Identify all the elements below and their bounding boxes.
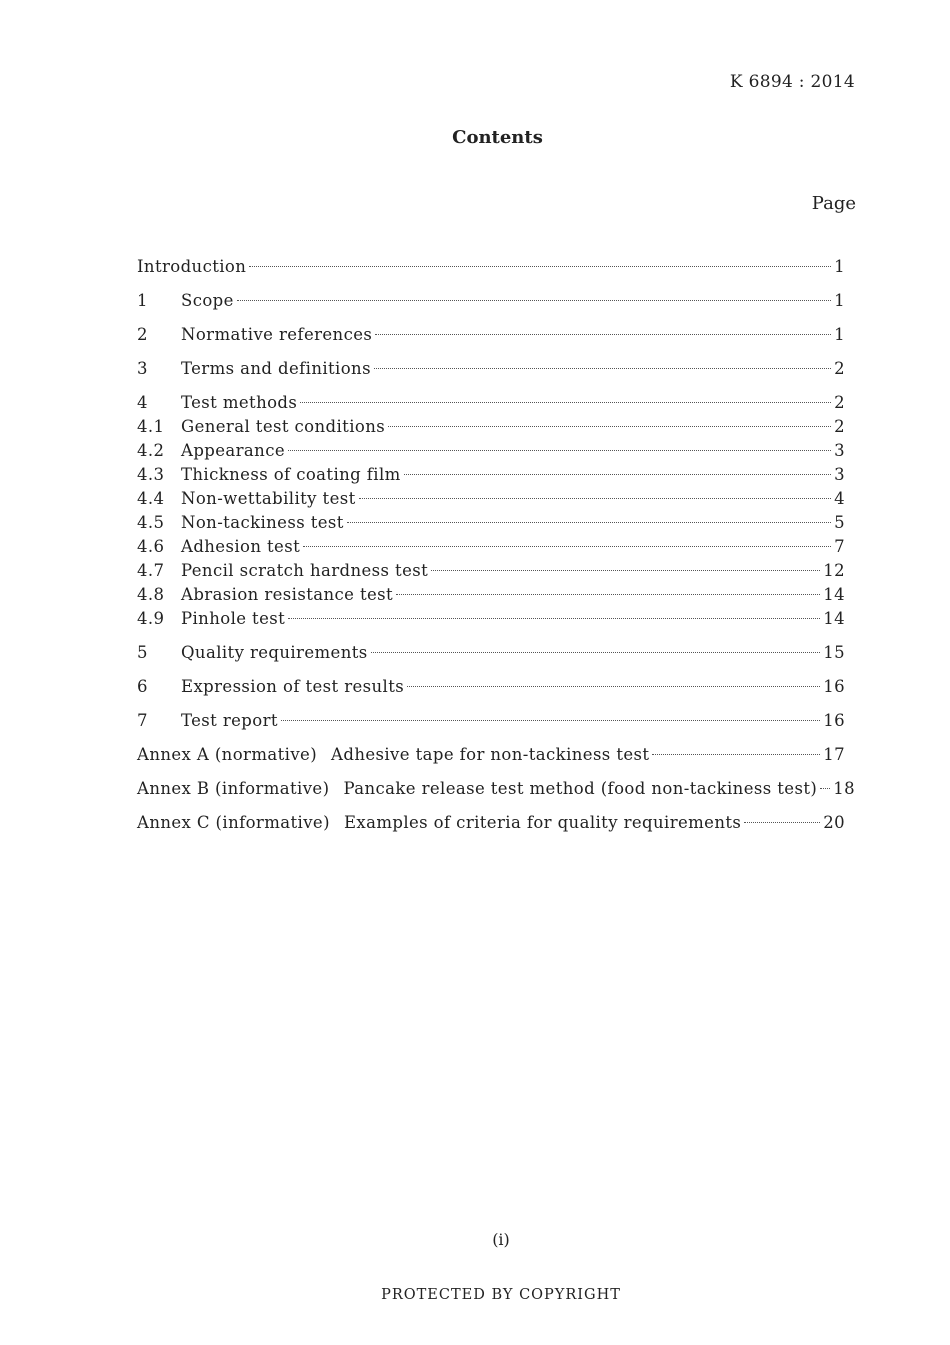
dot-leader xyxy=(303,546,831,547)
toc-entry-number: 4.3 xyxy=(137,465,165,484)
toc-entry-pinhole-test[interactable] xyxy=(137,607,845,631)
toc-entry-annex-b[interactable] xyxy=(137,777,855,801)
standard-number: K 6894 : 2014 xyxy=(729,72,855,92)
toc-entry-page: 16 xyxy=(823,711,845,730)
copyright-notice: PROTECTED BY COPYRIGHT xyxy=(381,1287,621,1303)
dot-leader xyxy=(237,300,831,301)
toc-entry-page: 2 xyxy=(834,359,845,378)
toc-entry-abrasion-resistance-test[interactable] xyxy=(137,583,845,607)
toc-entry-number: 3 xyxy=(137,359,148,378)
toc-entry-number: 4.5 xyxy=(137,513,165,532)
toc-entry-test-methods[interactable] xyxy=(137,391,845,415)
toc-entry-page: 16 xyxy=(823,677,845,696)
toc-entry-title: Terms and definitions xyxy=(181,359,371,378)
toc-entry-title: Non-wettability test xyxy=(181,489,356,508)
toc-entry-page: 2 xyxy=(834,417,845,436)
toc-entry-title: Expression of test results xyxy=(181,677,405,696)
table-of-contents xyxy=(137,255,855,835)
toc-entry-number: 4.4 xyxy=(137,489,165,508)
dot-leader xyxy=(300,402,831,403)
dot-leader xyxy=(374,368,831,369)
dot-leader xyxy=(652,754,820,755)
toc-entry-page: 3 xyxy=(834,465,845,484)
toc-entry-number: 5 xyxy=(137,643,148,662)
annex-label: Annex B (informative) xyxy=(137,779,330,798)
toc-entry-normative-references[interactable] xyxy=(137,323,845,347)
toc-entry-page: 15 xyxy=(823,643,845,662)
dot-leader xyxy=(359,498,831,499)
toc-entry-title: Introduction xyxy=(137,257,247,276)
toc-entry-appearance[interactable] xyxy=(137,439,845,463)
dot-leader xyxy=(288,618,820,619)
toc-entry-page: 2 xyxy=(834,393,845,412)
toc-entry-title: Thickness of coating film xyxy=(181,465,401,484)
annex-label: Annex A (normative) xyxy=(137,745,318,764)
toc-entry-page: 12 xyxy=(823,561,845,580)
toc-entry-page: 17 xyxy=(823,745,845,764)
toc-entry-annex-a[interactable] xyxy=(137,743,845,767)
toc-entry-page: 5 xyxy=(834,513,845,532)
toc-entry-page: 14 xyxy=(823,609,845,628)
toc-entry-page: 18 xyxy=(833,779,855,798)
toc-entry-title: Appearance xyxy=(181,441,285,460)
toc-entry-page: 7 xyxy=(834,537,845,556)
page-column-label: Page xyxy=(811,193,856,214)
dot-leader xyxy=(347,522,831,523)
toc-entry-title: Normative references xyxy=(181,325,373,344)
page-title: Contents xyxy=(452,127,543,148)
toc-entry-title: Non-tackiness test xyxy=(181,513,344,532)
dot-leader xyxy=(281,720,820,721)
toc-entry-title: Test report xyxy=(181,711,278,730)
toc-entry-introduction[interactable] xyxy=(137,255,845,279)
toc-entry-title: Pencil scratch hardness test xyxy=(181,561,429,580)
toc-entry-title: Abrasion resistance test xyxy=(181,585,394,604)
toc-entry-number: 4.2 xyxy=(137,441,165,460)
toc-entry-number: 4.9 xyxy=(137,609,165,628)
toc-entry-number: 4.8 xyxy=(137,585,165,604)
toc-entry-general-test-conditions[interactable] xyxy=(137,415,845,439)
page-folio: (i) xyxy=(492,1230,510,1249)
toc-entry-terms-definitions[interactable] xyxy=(137,357,845,381)
toc-entry-pencil-scratch-hardness-test[interactable] xyxy=(137,559,845,583)
toc-entry-title: Examples of criteria for quality requirements xyxy=(343,813,742,832)
dot-leader xyxy=(820,788,830,789)
toc-entry-title: Quality requirements xyxy=(181,643,368,662)
toc-entry-number: 2 xyxy=(137,325,148,344)
toc-entry-non-wettability-test[interactable] xyxy=(137,487,845,511)
dot-leader xyxy=(288,450,831,451)
toc-entry-expression-test-results[interactable] xyxy=(137,675,845,699)
toc-entry-page: 14 xyxy=(823,585,845,604)
toc-entry-page: 20 xyxy=(823,813,845,832)
toc-entry-number: 4.1 xyxy=(137,417,165,436)
toc-entry-title: Scope xyxy=(181,291,234,310)
toc-entry-page: 1 xyxy=(834,291,845,310)
toc-entry-title: Adhesive tape for non-tackiness test xyxy=(331,745,650,764)
toc-entry-title: Pancake release test method (food non-tackiness test) xyxy=(343,779,818,798)
dot-leader xyxy=(407,686,820,687)
toc-entry-quality-requirements[interactable] xyxy=(137,641,845,665)
toc-entry-page: 3 xyxy=(834,441,845,460)
dot-leader xyxy=(396,594,820,595)
dot-leader xyxy=(744,822,820,823)
toc-entry-non-tackiness-test[interactable] xyxy=(137,511,845,535)
toc-entry-number: 1 xyxy=(137,291,148,310)
toc-entry-number: 4 xyxy=(137,393,148,412)
toc-entry-page: 4 xyxy=(834,489,845,508)
dot-leader xyxy=(375,334,831,335)
toc-entry-adhesion-test[interactable] xyxy=(137,535,845,559)
dot-leader xyxy=(388,426,831,427)
toc-entry-test-report[interactable] xyxy=(137,709,845,733)
toc-entry-title: General test conditions xyxy=(181,417,386,436)
annex-label: Annex C (informative) xyxy=(137,813,330,832)
dot-leader xyxy=(371,652,821,653)
dot-leader xyxy=(404,474,831,475)
toc-entry-title: Test methods xyxy=(181,393,298,412)
toc-entry-number: 4.6 xyxy=(137,537,165,556)
toc-entry-number: 7 xyxy=(137,711,148,730)
dot-leader xyxy=(431,570,820,571)
toc-entry-thickness-coating-film[interactable] xyxy=(137,463,845,487)
dot-leader xyxy=(249,266,831,267)
toc-entry-scope[interactable] xyxy=(137,289,845,313)
toc-entry-title: Adhesion test xyxy=(181,537,301,556)
toc-entry-page: 1 xyxy=(834,325,845,344)
toc-entry-number: 6 xyxy=(137,677,148,696)
toc-entry-annex-c[interactable] xyxy=(137,811,845,835)
toc-entry-number: 4.7 xyxy=(137,561,165,580)
toc-entry-title: Pinhole test xyxy=(181,609,286,628)
toc-entry-page: 1 xyxy=(834,257,845,276)
